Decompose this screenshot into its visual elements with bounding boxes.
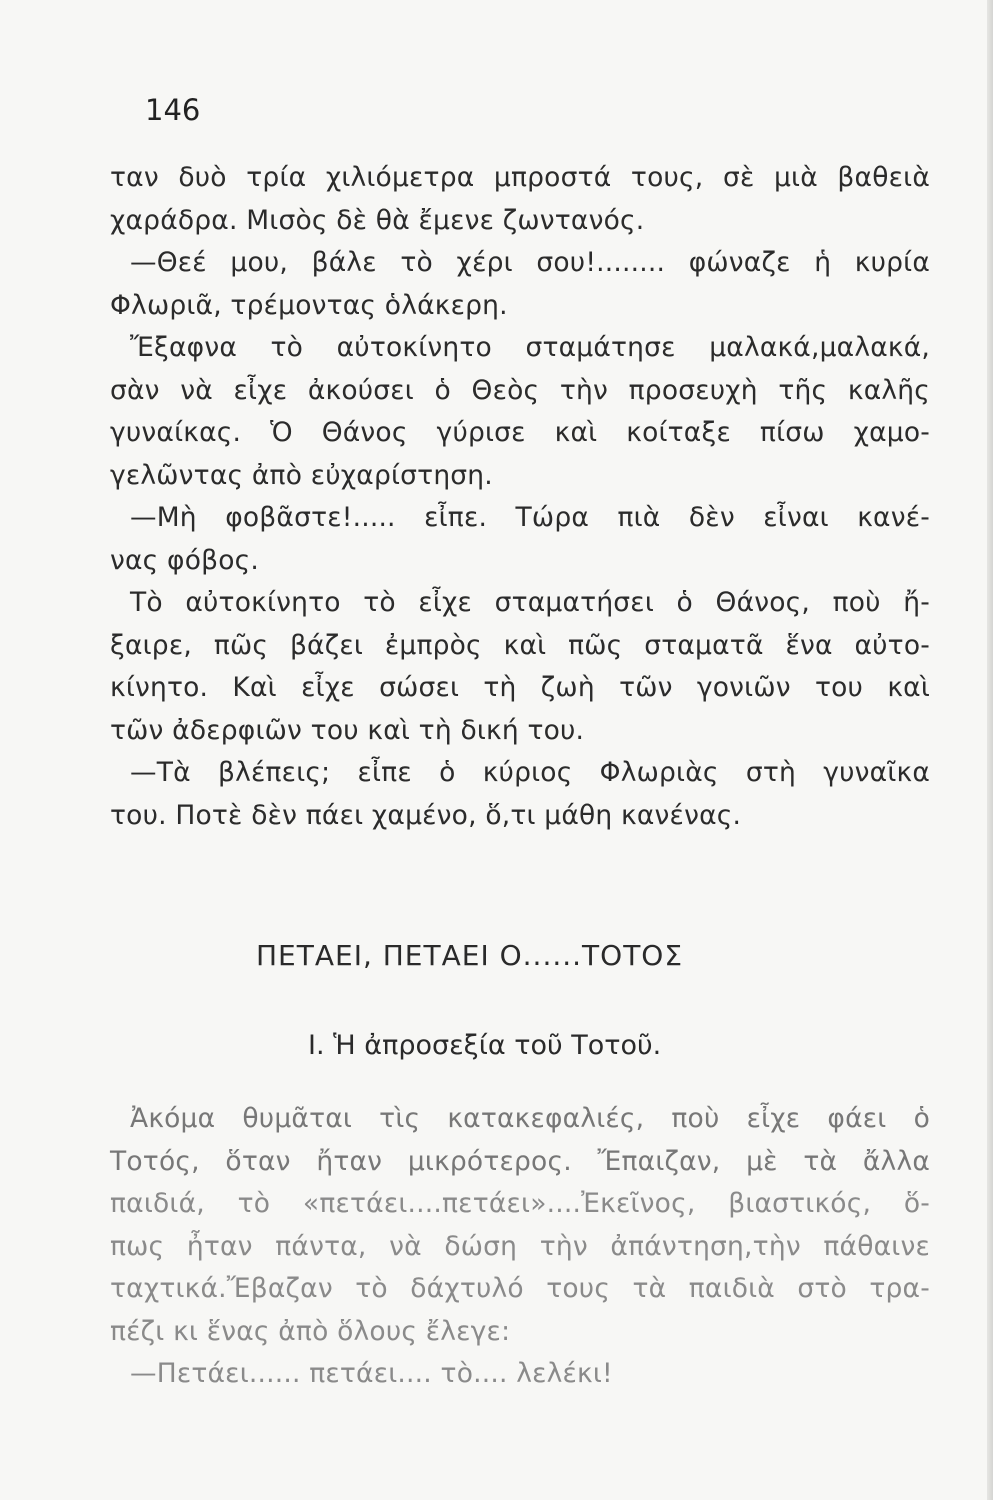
text-line: χαράδρα. Μισὸς δὲ θὰ ἔμενε ζωντανός.	[110, 204, 645, 236]
text-line: —Θεέ μου, βάλε τὸ χέρι σου!........ φώναζε ἡ κυρία	[130, 247, 930, 278]
text-line: Ἔξαφνα τὸ αὐτοκίνητο σταμάτησε μαλακά,μαλακά,	[130, 332, 930, 363]
text-line: νας φόβος.	[110, 544, 260, 576]
page-number: 146	[145, 93, 201, 127]
text-line: —Τὰ βλέπεις; εἶπε ὁ κύριος Φλωριὰς στὴ γυναῖκα	[130, 757, 930, 788]
text-line: κίνητο. Καὶ εἶχε σώσει τὴ ζωὴ τῶν γονιῶν του καὶ	[110, 672, 930, 703]
text-line: Ἀκόμα θυμᾶται τὶς κατακεφαλιές, ποὺ εἶχε φάει ὁ	[130, 1103, 930, 1134]
page-edge	[987, 0, 993, 1500]
text-line: γυναίκας. Ὁ Θάνος γύρισε καὶ κοίταξε πίσω χαμο-	[110, 417, 930, 448]
text-line: γελῶντας ἀπὸ εὐχαρίστηση.	[110, 459, 493, 491]
text-line: ταν δυὸ τρία χιλιόμετρα μπροστά τους, σὲ μιὰ βαθειὰ	[110, 162, 930, 193]
text-line: πέζι κι ἕνας ἀπὸ ὅλους ἔλεγε:	[110, 1315, 511, 1347]
text-line: Φλωριᾶ, τρέμοντας ὁλάκερη.	[110, 289, 508, 321]
chapter-title: ΠΕΤΑΕΙ, ΠΕΤΑΕΙ Ο......ΤΟΤΟΣ	[256, 939, 684, 972]
text-line: πως ἦταν πάντα, νὰ δώση τὴν ἀπάντηση,τὴν πάθαινε	[110, 1230, 930, 1262]
text-line: —Πετάει...... πετάει.... τὸ.... λελέκι!	[130, 1358, 613, 1389]
section-title: Ι. Ἡ ἀπροσεξία τοῦ Τοτοῦ.	[308, 1030, 662, 1061]
body-text-top	[110, 157, 930, 837]
text-line: ταχτικά.Ἔβαζαν τὸ δάχτυλό τους τὰ παιδιὰ στὸ τρα-	[110, 1273, 930, 1304]
text-line: Τὸ αὐτοκίνητο τὸ εἶχε σταματήσει ὁ Θάνος, ποὺ ἤ-	[130, 587, 930, 618]
text-line: σὰν νὰ εἶχε ἀκούσει ὁ Θεὸς τὴν προσευχὴ τῆς καλῆς	[110, 374, 930, 406]
text-line: —Μὴ φοβᾶστε!..... εἶπε. Τώρα πιὰ δὲν εἶναι κανέ-	[130, 502, 930, 533]
text-line: παιδιά, τὸ «πετάει....πετάει»....Ἐκεῖνος, βιαστικός, ὅ-	[110, 1188, 930, 1219]
body-text-bottom	[110, 1098, 930, 1396]
text-line: του. Ποτὲ δὲν πάει χαμένο, ὅ,τι μάθη κανένας.	[110, 799, 742, 831]
text-line: Τοτός, ὅταν ἤταν μικρότερος. Ἔπαιζαν, μὲ τὰ ἄλλα	[110, 1145, 930, 1177]
text-line: τῶν ἀδερφιῶν του καὶ τὴ δική του.	[110, 714, 585, 746]
text-line: ξαιρε, πῶς βάζει ἐμπρὸς καὶ πῶς σταματᾶ ἕνα αὐτο-	[110, 629, 930, 661]
